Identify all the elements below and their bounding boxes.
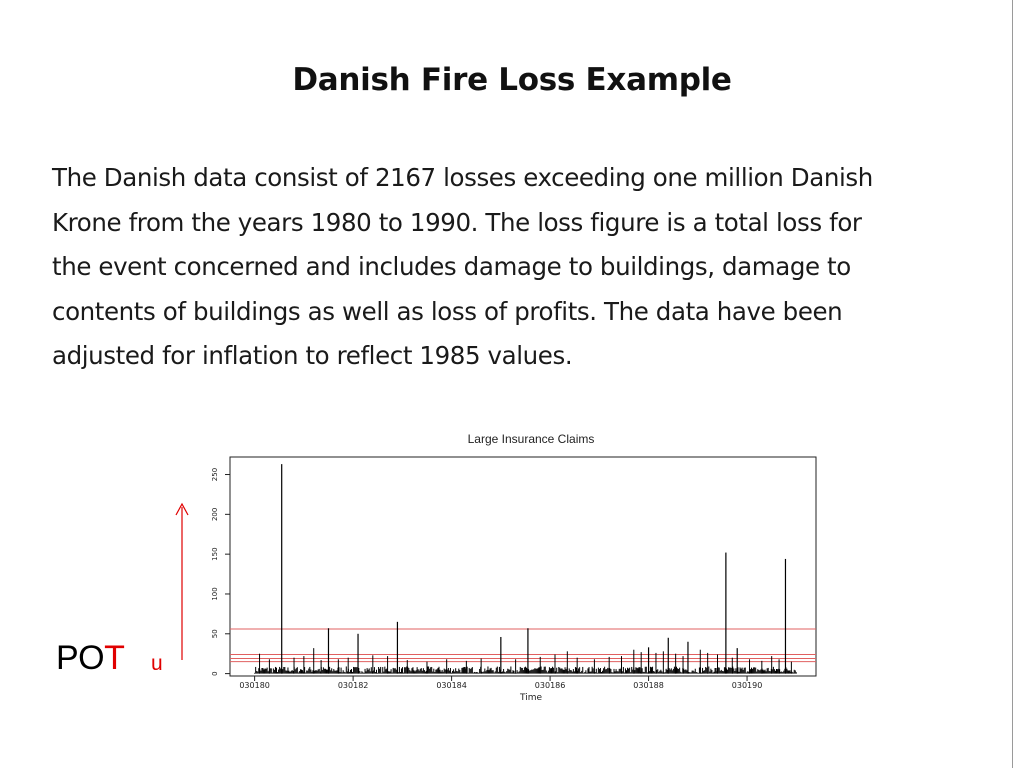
body-line: the event concerned and includes damage to buildings, damage to [52, 252, 851, 281]
plot-frame [230, 457, 816, 676]
x-tick-label: 030184 [436, 681, 467, 690]
body-line: contents of buildings as well as loss of profits. The data have been [52, 296, 843, 326]
pot-label-suffix: T [104, 639, 125, 677]
x-axis-label: Time [519, 693, 543, 703]
y-tick-label: 50 [211, 629, 219, 639]
y-tick-label: 200 [211, 507, 219, 522]
body-line: adjusted for inflation to reflect 1985 values. [52, 341, 573, 370]
y-tick-label: 0 [211, 671, 219, 676]
pot-label [56, 639, 124, 678]
slide-title: Danish Fire Loss Example [292, 62, 732, 98]
body-line: The Danish data consist of 2167 losses exceeding one million Danish [52, 163, 873, 192]
y-tick-label: 150 [211, 547, 219, 561]
x-tick-label: 030190 [731, 681, 763, 690]
chart-title: Large Insurance Claims [467, 432, 595, 446]
threshold-u-label: u [151, 652, 163, 675]
y-tick-label: 250 [211, 467, 219, 482]
x-tick-label: 030182 [337, 681, 369, 690]
y-tick-label: 100 [211, 587, 219, 601]
x-tick-label: 030186 [534, 681, 566, 690]
x-tick-label: 030180 [239, 681, 270, 690]
pot-label-prefix: PO [56, 639, 105, 677]
x-tick-label: 030188 [633, 681, 664, 690]
body-line: Krone from the years 1980 to 1990. The loss figure is a total loss for [52, 207, 862, 237]
